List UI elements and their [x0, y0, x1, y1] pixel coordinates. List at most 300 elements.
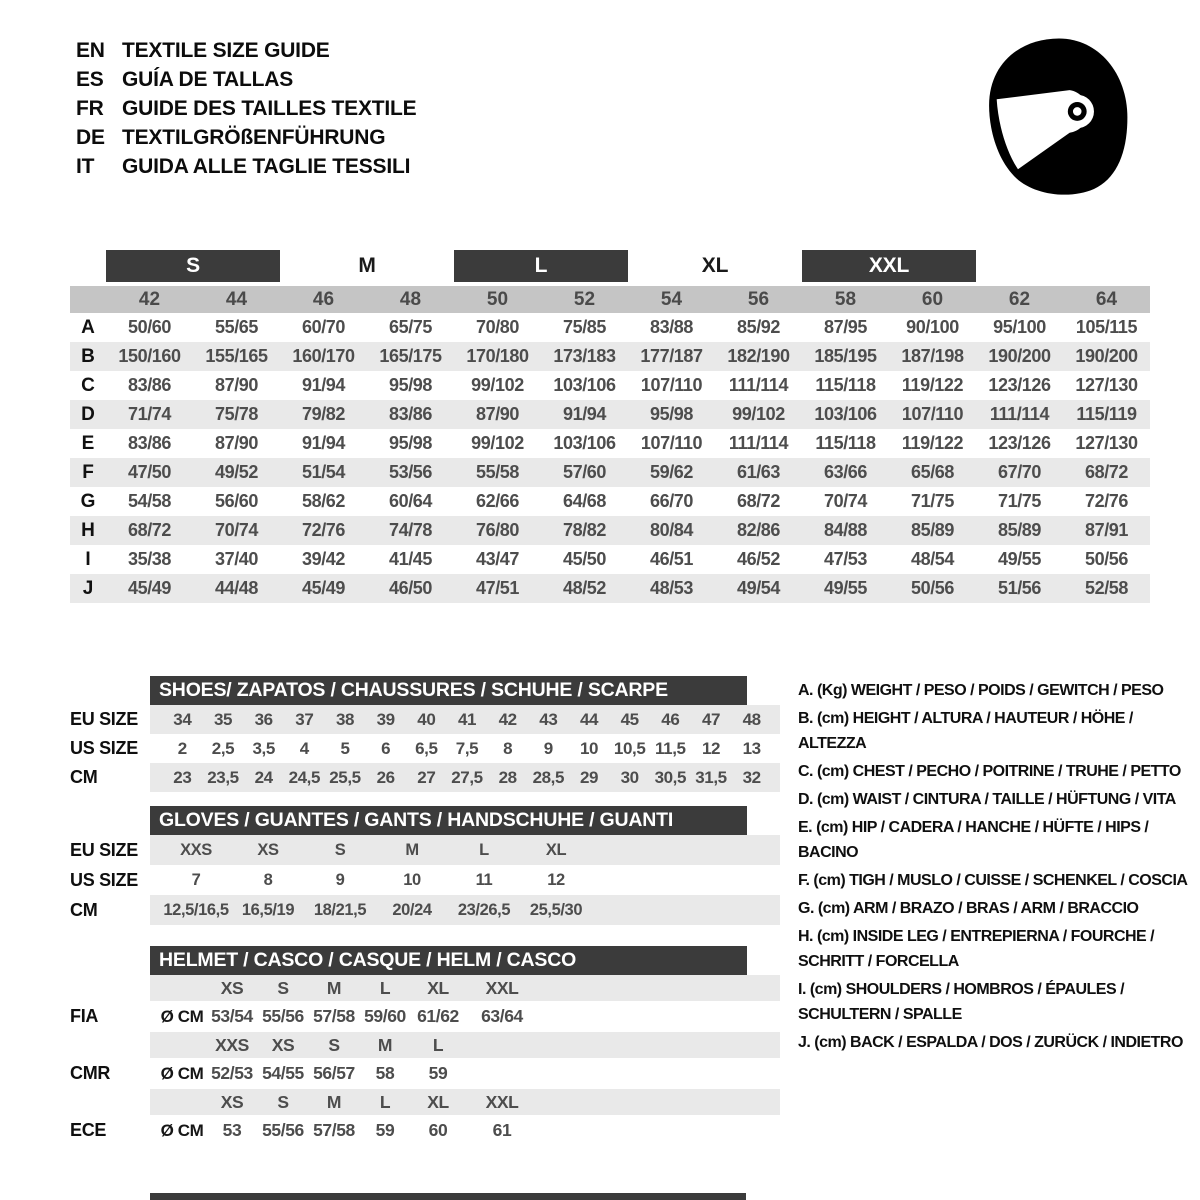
size-value-cell: 10,5 — [613, 738, 646, 758]
size-value-cell: 190/200 — [1075, 346, 1138, 366]
size-column-header: 54 — [660, 288, 683, 310]
size-value-cell: 51/56 — [997, 578, 1042, 598]
size-value-cell: 57/58 — [313, 1120, 355, 1140]
size-value-cell: XXS — [180, 840, 212, 859]
size-value-cell: 42 — [498, 709, 517, 729]
size-value-cell: 190/200 — [988, 346, 1051, 366]
section-row — [70, 734, 780, 763]
size-value-cell: 59/62 — [649, 462, 694, 482]
helmet-size-label: S — [328, 1034, 340, 1055]
size-value-cell: 103/106 — [553, 433, 616, 453]
textile-size-table — [70, 250, 1150, 603]
helmet-values-row — [70, 1115, 780, 1146]
size-value-cell: 150/160 — [118, 346, 181, 366]
size-value-cell: 10 — [403, 870, 421, 889]
language-title: GUIDE DES TAILLES TEXTILE — [122, 96, 417, 120]
size-value-cell: 70/74 — [214, 520, 259, 540]
size-column-header: 46 — [312, 288, 335, 310]
section-row-label: EU SIZE — [70, 839, 138, 860]
section-row-label: US SIZE — [70, 738, 138, 758]
size-value-cell: 35/38 — [127, 549, 172, 569]
size-value-cell: 3,5 — [252, 738, 275, 758]
size-value-cell: 64/68 — [562, 491, 607, 511]
size-value-cell: 11 — [475, 870, 493, 889]
size-value-cell: 46 — [661, 709, 680, 729]
size-value-cell: 45/49 — [301, 578, 346, 598]
size-value-cell: 49/54 — [736, 578, 781, 598]
size-value-cell: 103/106 — [553, 375, 616, 395]
size-value-cell: 170/180 — [466, 346, 529, 366]
size-value-cell: 6 — [381, 738, 391, 758]
size-value-cell: 27 — [417, 767, 436, 787]
measurement-legend — [798, 678, 1198, 1058]
language-title-list — [76, 36, 416, 181]
size-value-cell: 46/51 — [649, 549, 694, 569]
size-value-cell: 65/75 — [388, 317, 433, 337]
size-value-cell: 87/90 — [214, 433, 259, 453]
size-value-cell: 84/88 — [823, 520, 868, 540]
size-value-cell: XS — [257, 840, 279, 859]
language-code: DE — [76, 125, 105, 149]
size-value-cell: 75/85 — [562, 317, 607, 337]
size-value-cell: 55/56 — [262, 1120, 304, 1140]
size-value-cell: 25,5 — [329, 767, 361, 787]
helmet-size-label: XL — [427, 977, 449, 998]
measure-letter: J — [82, 577, 94, 599]
size-value-cell: 44 — [579, 709, 599, 729]
size-label-xxl: XXL — [802, 250, 976, 282]
helmet-size-label: L — [379, 1091, 391, 1112]
size-value-cell: 28,5 — [532, 767, 565, 787]
size-value-cell: 31,5 — [695, 767, 727, 787]
section-row-values — [150, 763, 780, 792]
size-value-cell: 48 — [742, 709, 761, 729]
size-value-cell: 56/60 — [214, 491, 259, 511]
section-row-label: US SIZE — [70, 869, 138, 890]
size-value-cell: 76/80 — [475, 520, 520, 540]
certification-label: CMR — [70, 1063, 111, 1083]
size-column-header: 60 — [921, 288, 944, 310]
section-row-label: EU SIZE — [70, 709, 138, 729]
size-value-cell: 63/66 — [823, 462, 868, 482]
helmet-title-bar — [70, 946, 780, 975]
size-value-cell: 83/88 — [649, 317, 694, 337]
size-value-cell: 187/198 — [901, 346, 964, 366]
size-value-cell: 6,5 — [415, 738, 438, 758]
size-value-cell: 87/90 — [475, 404, 520, 424]
section-row — [70, 895, 780, 925]
section-row-label: CM — [70, 767, 98, 787]
size-value-cell: 50/56 — [1084, 549, 1129, 569]
size-value-cell: 115/118 — [815, 433, 876, 453]
size-value-cell: 90/100 — [906, 317, 959, 337]
size-value-cell: XL — [545, 840, 567, 859]
measure-letter: D — [81, 403, 95, 425]
helmet-size-label: XXL — [485, 977, 519, 998]
language-row — [76, 94, 416, 123]
size-value-cell: 87/95 — [823, 317, 868, 337]
size-value-cell: 74/78 — [388, 520, 433, 540]
footer-band — [150, 1193, 746, 1200]
size-value-cell: 103/106 — [814, 404, 877, 424]
legend-item: I. (cm) SHOULDERS / HOMBROS / ÉPAULES / SCHULTERN / SPALLE — [798, 981, 1125, 1023]
size-value-cell: 105/115 — [1075, 317, 1138, 337]
section-row — [70, 865, 780, 895]
size-value-cell: 46/52 — [736, 549, 781, 569]
size-value-cell: L — [479, 840, 489, 859]
size-value-cell: 44/48 — [214, 578, 259, 598]
size-value-cell: 160/170 — [292, 346, 355, 366]
size-column-header: 44 — [225, 288, 248, 310]
gloves-title-bar — [70, 806, 780, 835]
size-value-cell: 8 — [263, 870, 273, 889]
measure-letter: F — [82, 461, 94, 483]
size-column-header: 56 — [747, 288, 770, 310]
size-value-cell: 65/68 — [910, 462, 955, 482]
size-value-cell: 82/86 — [736, 520, 781, 540]
size-value-cell: 83/86 — [388, 404, 433, 424]
helmet-size-label: XS — [220, 977, 244, 998]
size-value-cell: 2 — [177, 738, 187, 758]
size-value-cell: S — [334, 840, 346, 859]
section-row-label — [70, 975, 150, 1001]
section-row — [70, 835, 780, 865]
legend-item: J. (cm) BACK / ESPALDA / DOS / ZURÜCK / INDIETRO — [798, 1034, 1183, 1051]
size-value-cell: 91/94 — [301, 375, 346, 395]
size-value-cell: 115/118 — [815, 375, 876, 395]
size-value-cell: 63/64 — [481, 1006, 523, 1026]
size-value-cell: 111/114 — [989, 404, 1050, 424]
language-title: GUIDA ALLE TAGLIE TESSILI — [122, 154, 411, 178]
size-value-cell: 58 — [375, 1063, 395, 1083]
helmet-title: HELMET / CASCO / CASQUE / HELM / CASCO — [150, 946, 747, 975]
size-value-cell: 127/130 — [1075, 433, 1138, 453]
size-value-cell: 49/52 — [214, 462, 259, 482]
section-row-values — [150, 835, 780, 865]
size-value-cell: 59/60 — [364, 1006, 406, 1026]
size-value-cell: 23 — [173, 767, 192, 787]
size-value-cell: 24 — [254, 767, 273, 787]
size-value-cell: 47 — [701, 709, 721, 729]
size-value-cell: 57/58 — [313, 1006, 355, 1026]
size-column-header: 50 — [486, 288, 509, 310]
size-value-cell: 32 — [742, 767, 761, 787]
shoes-title: SHOES/ ZAPATOS / CHAUSSURES / SCHUHE / SCARPE — [150, 676, 747, 705]
size-value-cell: 60 — [428, 1120, 448, 1140]
legend-item: F. (cm) TIGH / MUSLO / CUISSE / SCHENKEL / COSCIA — [798, 872, 1188, 889]
size-value-cell: 48/54 — [910, 549, 955, 569]
size-value-cell: 67/70 — [997, 462, 1042, 482]
legend-item: C. (cm) CHEST / PECHO / POITRINE / TRUHE / PETTO — [798, 763, 1181, 780]
size-value-cell: 49/55 — [823, 578, 868, 598]
size-value-cell: 57/60 — [562, 462, 607, 482]
language-code: FR — [76, 96, 104, 120]
language-code: EN — [76, 38, 105, 62]
size-value-cell: 62/66 — [475, 491, 520, 511]
size-value-cell: 51/54 — [301, 462, 346, 482]
size-value-cell: 41 — [457, 709, 477, 729]
size-value-cell: 119/122 — [901, 375, 964, 395]
size-value-cell: 47/53 — [823, 549, 868, 569]
size-value-cell: 7 — [191, 870, 201, 889]
size-value-cell: 18/21,5 — [313, 900, 367, 919]
certification-label: FIA — [70, 1006, 99, 1026]
shoes-title-bar — [70, 676, 780, 705]
language-code: IT — [76, 154, 95, 178]
helmet-size-label: S — [277, 1091, 289, 1112]
size-value-cell: 27,5 — [451, 767, 483, 787]
size-value-cell: 185/195 — [814, 346, 877, 366]
size-value-cell: 30 — [620, 767, 639, 787]
helmet-sizes-row — [70, 1032, 780, 1058]
size-value-cell: 58/62 — [301, 491, 346, 511]
language-row — [76, 152, 416, 181]
measure-letter: G — [80, 490, 96, 512]
helmet-size-label: M — [326, 977, 342, 998]
size-value-cell: 123/126 — [988, 433, 1051, 453]
gloves-table — [70, 835, 780, 925]
size-value-cell: 54/55 — [262, 1063, 304, 1083]
size-value-cell: 43 — [539, 709, 558, 729]
helmet-sizes — [150, 975, 780, 1001]
size-value-cell: 119/122 — [901, 433, 964, 453]
section-row-values — [150, 705, 780, 734]
helmet-values-row — [70, 1001, 780, 1032]
measure-letter: A — [81, 316, 95, 338]
size-value-cell: 78/82 — [562, 520, 607, 540]
size-value-cell: 30,5 — [654, 767, 687, 787]
helmet-values — [150, 1058, 780, 1089]
unit-label: Ø CM — [160, 1120, 204, 1140]
language-title: GUÍA DE TALLAS — [122, 67, 294, 91]
size-value-cell: 45/50 — [562, 549, 607, 569]
size-value-cell: 68/72 — [127, 520, 172, 540]
size-value-cell: 59 — [375, 1120, 395, 1140]
helmet-size-label: XXS — [215, 1034, 249, 1055]
unit-label: Ø CM — [160, 1063, 204, 1083]
size-value-cell: 177/187 — [640, 346, 703, 366]
size-value-cell: 28 — [498, 767, 517, 787]
size-value-cell: 35 — [213, 709, 233, 729]
size-value-cell: 9 — [543, 738, 553, 758]
section-row — [70, 763, 780, 792]
size-value-cell: 12,5/16,5 — [163, 900, 229, 919]
helmet-size-label: XS — [271, 1034, 295, 1055]
helmet-values — [150, 1001, 780, 1032]
size-value-cell: 34 — [173, 709, 192, 729]
unit-label: Ø CM — [160, 1006, 204, 1026]
size-value-cell: 26 — [376, 767, 395, 787]
helmet-size-label: M — [377, 1034, 393, 1055]
size-value-cell: 99/102 — [732, 404, 785, 424]
size-value-cell: 60/64 — [388, 491, 433, 511]
size-value-cell: 61 — [492, 1120, 512, 1140]
size-value-cell: 95/98 — [388, 375, 433, 395]
size-value-cell: 13 — [742, 738, 761, 758]
helmet-size-label: S — [277, 977, 289, 998]
size-value-cell: 25,5/30 — [529, 900, 583, 919]
size-value-cell: 9 — [335, 870, 345, 889]
size-value-cell: 7,5 — [455, 738, 479, 758]
size-value-cell: 87/90 — [214, 375, 259, 395]
section-row-label: CM — [70, 899, 98, 920]
size-value-cell: 70/74 — [823, 491, 868, 511]
language-code: ES — [76, 67, 104, 91]
helmet-sizes-row — [70, 1089, 780, 1115]
racing-helmet-icon — [983, 34, 1135, 198]
shoes-table — [70, 705, 780, 792]
helmet-sizes-row — [70, 975, 780, 1001]
size-value-cell: 23/26,5 — [457, 900, 511, 919]
size-value-cell: 115/119 — [1076, 404, 1137, 424]
size-value-cell: 12 — [701, 738, 721, 758]
size-value-cell: 16,5/19 — [241, 900, 295, 919]
size-value-cell: 91/94 — [562, 404, 607, 424]
section-row-values — [150, 734, 780, 763]
size-value-cell: 24,5 — [288, 767, 321, 787]
size-value-cell: 29 — [579, 767, 599, 787]
measure-letter: H — [81, 519, 95, 541]
size-value-cell: 59 — [428, 1063, 448, 1083]
size-value-cell: 80/84 — [649, 520, 694, 540]
size-value-cell: 39/42 — [301, 549, 346, 569]
size-value-cell: 71/75 — [910, 491, 955, 511]
size-value-cell: 53/54 — [211, 1006, 253, 1026]
size-value-cell: 45/49 — [127, 578, 172, 598]
helmet-sizes — [150, 1032, 780, 1058]
section-row-label — [70, 1032, 150, 1058]
size-value-cell: 107/110 — [901, 404, 964, 424]
size-value-cell: 36 — [254, 709, 273, 729]
size-value-cell: 95/100 — [993, 317, 1046, 337]
size-value-cell: 37/40 — [214, 549, 259, 569]
legend-item: G. (cm) ARM / BRAZO / BRAS / ARM / BRACCIO — [798, 900, 1139, 917]
helmet-values — [150, 1115, 780, 1146]
measure-letter: C — [81, 374, 95, 396]
legend-item: D. (cm) WAIST / CINTURA / TAILLE / HÜFTUNG / VITA — [798, 791, 1176, 808]
helmet-section — [70, 946, 780, 1146]
size-value-cell: 60/70 — [301, 317, 346, 337]
size-value-cell: 47/50 — [127, 462, 172, 482]
gloves-section — [70, 806, 780, 925]
size-value-cell: 50/60 — [127, 317, 172, 337]
size-column-header: 48 — [399, 288, 422, 310]
size-value-cell: 48/53 — [649, 578, 694, 598]
size-value-cell: 43/47 — [475, 549, 520, 569]
size-value-cell: 37 — [295, 709, 314, 729]
language-title: TEXTILGRÖßENFÜHRUNG — [122, 125, 386, 149]
size-value-cell: 49/55 — [997, 549, 1042, 569]
size-value-cell: 155/165 — [205, 346, 268, 366]
size-value-cell: 75/78 — [214, 404, 259, 424]
helmet-size-label: XL — [427, 1091, 449, 1112]
size-value-cell: 55/56 — [262, 1006, 304, 1026]
size-label-xl: XL — [701, 254, 729, 277]
size-value-cell: 20/24 — [392, 900, 432, 919]
size-column-header: 52 — [573, 288, 596, 310]
size-value-cell: 55/65 — [214, 317, 259, 337]
size-value-cell: 72/76 — [1084, 491, 1129, 511]
size-value-cell: 12 — [547, 870, 565, 889]
size-value-cell: 83/86 — [127, 375, 172, 395]
size-value-cell: 4 — [299, 738, 309, 758]
measure-letter: I — [85, 548, 91, 570]
size-value-cell: 5 — [340, 738, 350, 758]
helmet-sizes — [150, 1089, 780, 1115]
size-value-cell: 123/126 — [988, 375, 1051, 395]
section-row-label — [70, 1089, 150, 1115]
size-value-cell: 8 — [503, 738, 513, 758]
size-column-header: 62 — [1008, 288, 1031, 310]
size-value-cell: 68/72 — [1084, 462, 1129, 482]
legend-item: E. (cm) HIP / CADERA / HANCHE / HÜFTE / HIPS / BACINO — [798, 819, 1149, 861]
size-column-header: 42 — [138, 288, 161, 310]
size-value-cell: 71/75 — [997, 491, 1042, 511]
size-value-cell: 107/110 — [640, 375, 703, 395]
size-value-cell: 173/183 — [553, 346, 616, 366]
section-row-values — [150, 865, 780, 895]
section-row-values — [150, 895, 780, 925]
size-value-cell: 91/94 — [301, 433, 346, 453]
legend-item: H. (cm) INSIDE LEG / ENTREPIERNA / FOURCHE / SCHRITT / FORCELLA — [798, 928, 1155, 970]
size-value-cell: 61/63 — [736, 462, 781, 482]
size-value-cell: 41/45 — [388, 549, 433, 569]
size-value-cell: 40 — [417, 709, 436, 729]
size-value-cell: 11,5 — [655, 738, 686, 758]
size-value-cell: 2,5 — [211, 738, 235, 758]
legend-item: A. (Kg) WEIGHT / PESO / POIDS / GEWITCH / PESO — [798, 682, 1164, 699]
size-value-cell: 95/98 — [649, 404, 694, 424]
size-value-cell: 182/190 — [727, 346, 790, 366]
size-label-l: L — [454, 250, 628, 282]
size-label-s: S — [106, 250, 280, 282]
size-value-cell: 48/52 — [562, 578, 607, 598]
certification-label: ECE — [70, 1120, 107, 1140]
size-value-cell: 68/72 — [736, 491, 781, 511]
size-value-cell: 47/51 — [475, 578, 520, 598]
size-value-cell: 87/91 — [1084, 520, 1129, 540]
helmet-size-label: L — [432, 1034, 444, 1055]
size-value-cell: 66/70 — [649, 491, 694, 511]
size-value-cell: 52/58 — [1084, 578, 1129, 598]
size-value-cell: 23,5 — [207, 767, 239, 787]
size-value-cell: 71/74 — [127, 404, 172, 424]
measure-letter: E — [81, 432, 95, 454]
language-row — [76, 36, 416, 65]
size-value-cell: 99/102 — [471, 433, 524, 453]
size-value-cell: 53/56 — [388, 462, 433, 482]
size-value-cell: M — [405, 840, 419, 859]
size-value-cell: 61/62 — [417, 1006, 459, 1026]
size-label-m: M — [358, 254, 376, 277]
size-value-cell: 165/175 — [379, 346, 442, 366]
section-row — [70, 705, 780, 734]
size-value-cell: 127/130 — [1075, 375, 1138, 395]
language-row — [76, 65, 416, 94]
helmet-table — [70, 975, 780, 1146]
size-value-cell: 38 — [335, 709, 355, 729]
size-value-cell: 45 — [620, 709, 639, 729]
helmet-size-label: XS — [220, 1091, 244, 1112]
size-value-cell: 72/76 — [301, 520, 346, 540]
gloves-title: GLOVES / GUANTES / GANTS / HANDSCHUHE / GUANTI — [150, 806, 747, 835]
size-value-cell: 111/114 — [728, 375, 789, 395]
size-column-header: 64 — [1095, 288, 1118, 310]
helmet-size-label: M — [326, 1091, 342, 1112]
helmet-values-row — [70, 1058, 780, 1089]
size-value-cell: 55/58 — [475, 462, 520, 482]
size-value-cell: 95/98 — [388, 433, 433, 453]
